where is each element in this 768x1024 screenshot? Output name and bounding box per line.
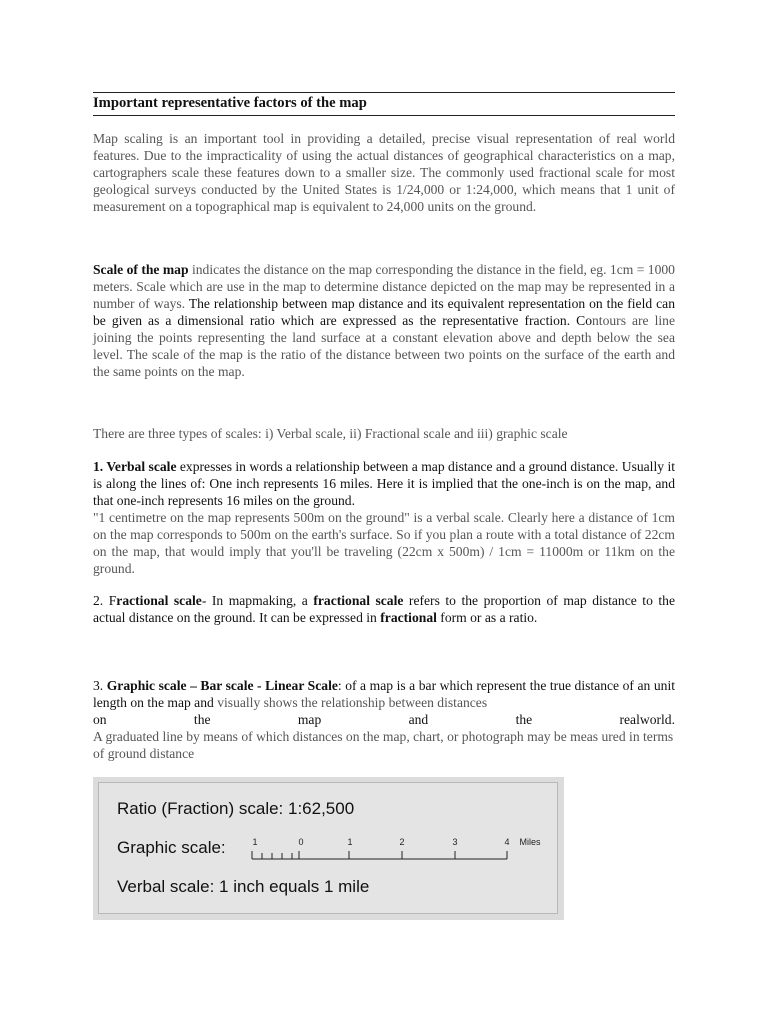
scale-paragraph [93, 261, 675, 380]
spread-word: the [515, 712, 533, 727]
verbal-lead: 1. Verbal scale [93, 459, 177, 474]
fractional-paragraph [93, 592, 675, 626]
graphic-num: 3. [93, 678, 107, 693]
tick-label: 0 [298, 837, 304, 847]
title-underline [93, 115, 675, 116]
scale-figure [93, 777, 564, 920]
verbal-paragraph [93, 458, 675, 577]
fractional-bold-3: fractional [380, 610, 437, 625]
spread-word: realworld. [619, 712, 675, 727]
graphic-spread-line [93, 711, 675, 728]
spread-word: the [193, 712, 211, 727]
page-title: Important representative factors of the map [93, 95, 367, 111]
tick-label: 2 [399, 837, 405, 847]
intro-paragraph: Map scaling is an important tool in providing a detailed, precise visual representation of real world features. Due to the impracticality of using the actual distances of geographical characteristics on a map, cartographers scale these features down to a smaller size. The commonly used fractional scale for most geological surveys conducted by the United States is 1/24,000 or 1:24,000, which means that 1 unit of measurement on a topographical map is equivalent to 24,000 units on the ground. [93, 131, 675, 214]
scale-lead: Scale of the map [93, 262, 189, 277]
fractional-num: 2. F [93, 593, 117, 608]
fractional-text-1: refers to the proportion of map distance to the actual distance on the ground. It can be expressed in [93, 593, 675, 625]
scale-text-3: ntours are line joining the points representing the land surface at a constant elevation above and depth below the sea level. The scale of the map is the ratio of the distance between two points on the surface of the earth and the same points on the map. [93, 313, 675, 379]
graphic-text-2: visually shows the relationship between distances [217, 695, 488, 710]
graphic-paragraph [93, 677, 675, 762]
fractional-dash: - In mapmaking, a [201, 593, 314, 608]
scale-text-2: The relationship between map distance and its equivalent representation on the field can be given as a dimensional ratio which are expressed as the representative fraction. Co [93, 296, 675, 328]
scale-text-1: indicates the distance on the map corresponding the distance in the field, eg. 1cm = 1000 meters. Scale which are use in the map to determine distance depicted on the map may be represented in a number of ways. [93, 262, 675, 311]
scale-minor-ticks [252, 851, 292, 859]
scale-unit-label: Miles [519, 837, 541, 847]
graphic-text-1: : of a map is a bar which represent the true distance of an unit length on the map and [93, 678, 676, 710]
verbal-text-2: "1 centimetre on the map represents 500m on the ground" is a verbal scale. Clearly here a distance of 1cm on the map corresponds to 500m on the earth's surface. So if you plan a route with a total distance of 22cm on the map, that would imply that you'll be traveling (22cm x 500m) / 1cm = 11000m or 11km on the ground. [93, 510, 675, 576]
spread-word: on [93, 712, 107, 727]
graphic-text-3: A graduated line by means of which distances on the map, chart, or photograph may be meas ured in terms of ground distance [93, 729, 674, 761]
top-rule [93, 92, 675, 93]
tick-label: 1 [347, 837, 353, 847]
spread-word: map [297, 712, 322, 727]
tick-label: 3 [452, 837, 458, 847]
verbal-scale-label: Verbal scale: 1 inch equals 1 mile [117, 877, 370, 896]
tick-label: 4 [504, 837, 510, 847]
ratio-scale-label: Ratio (Fraction) scale: 1:62,500 [117, 799, 355, 818]
graphic-lead: Graphic scale – Bar scale - Linear Scale [106, 678, 338, 693]
graphic-scale-label: Graphic scale: [117, 838, 226, 857]
fractional-lead: ractional scale [116, 593, 202, 608]
scale-figure-panel [98, 782, 558, 914]
fractional-text-2: form or as a ratio. [436, 610, 538, 625]
verbal-text-1: expresses in words a relationship between a map distance and a ground distance. Usually it is along the lines of: One inch represents 16 miles. Here it is implied that the one-inch is on the map, and that one-inch represents 16 miles on the ground. [93, 459, 676, 508]
types-line: There are three types of scales: i) Verbal scale, ii) Fractional scale and iii) graphic scale [93, 426, 568, 441]
fractional-bold-2: fractional scale [313, 593, 404, 608]
tick-label: 1 [252, 837, 258, 847]
spread-word: and [408, 712, 429, 727]
